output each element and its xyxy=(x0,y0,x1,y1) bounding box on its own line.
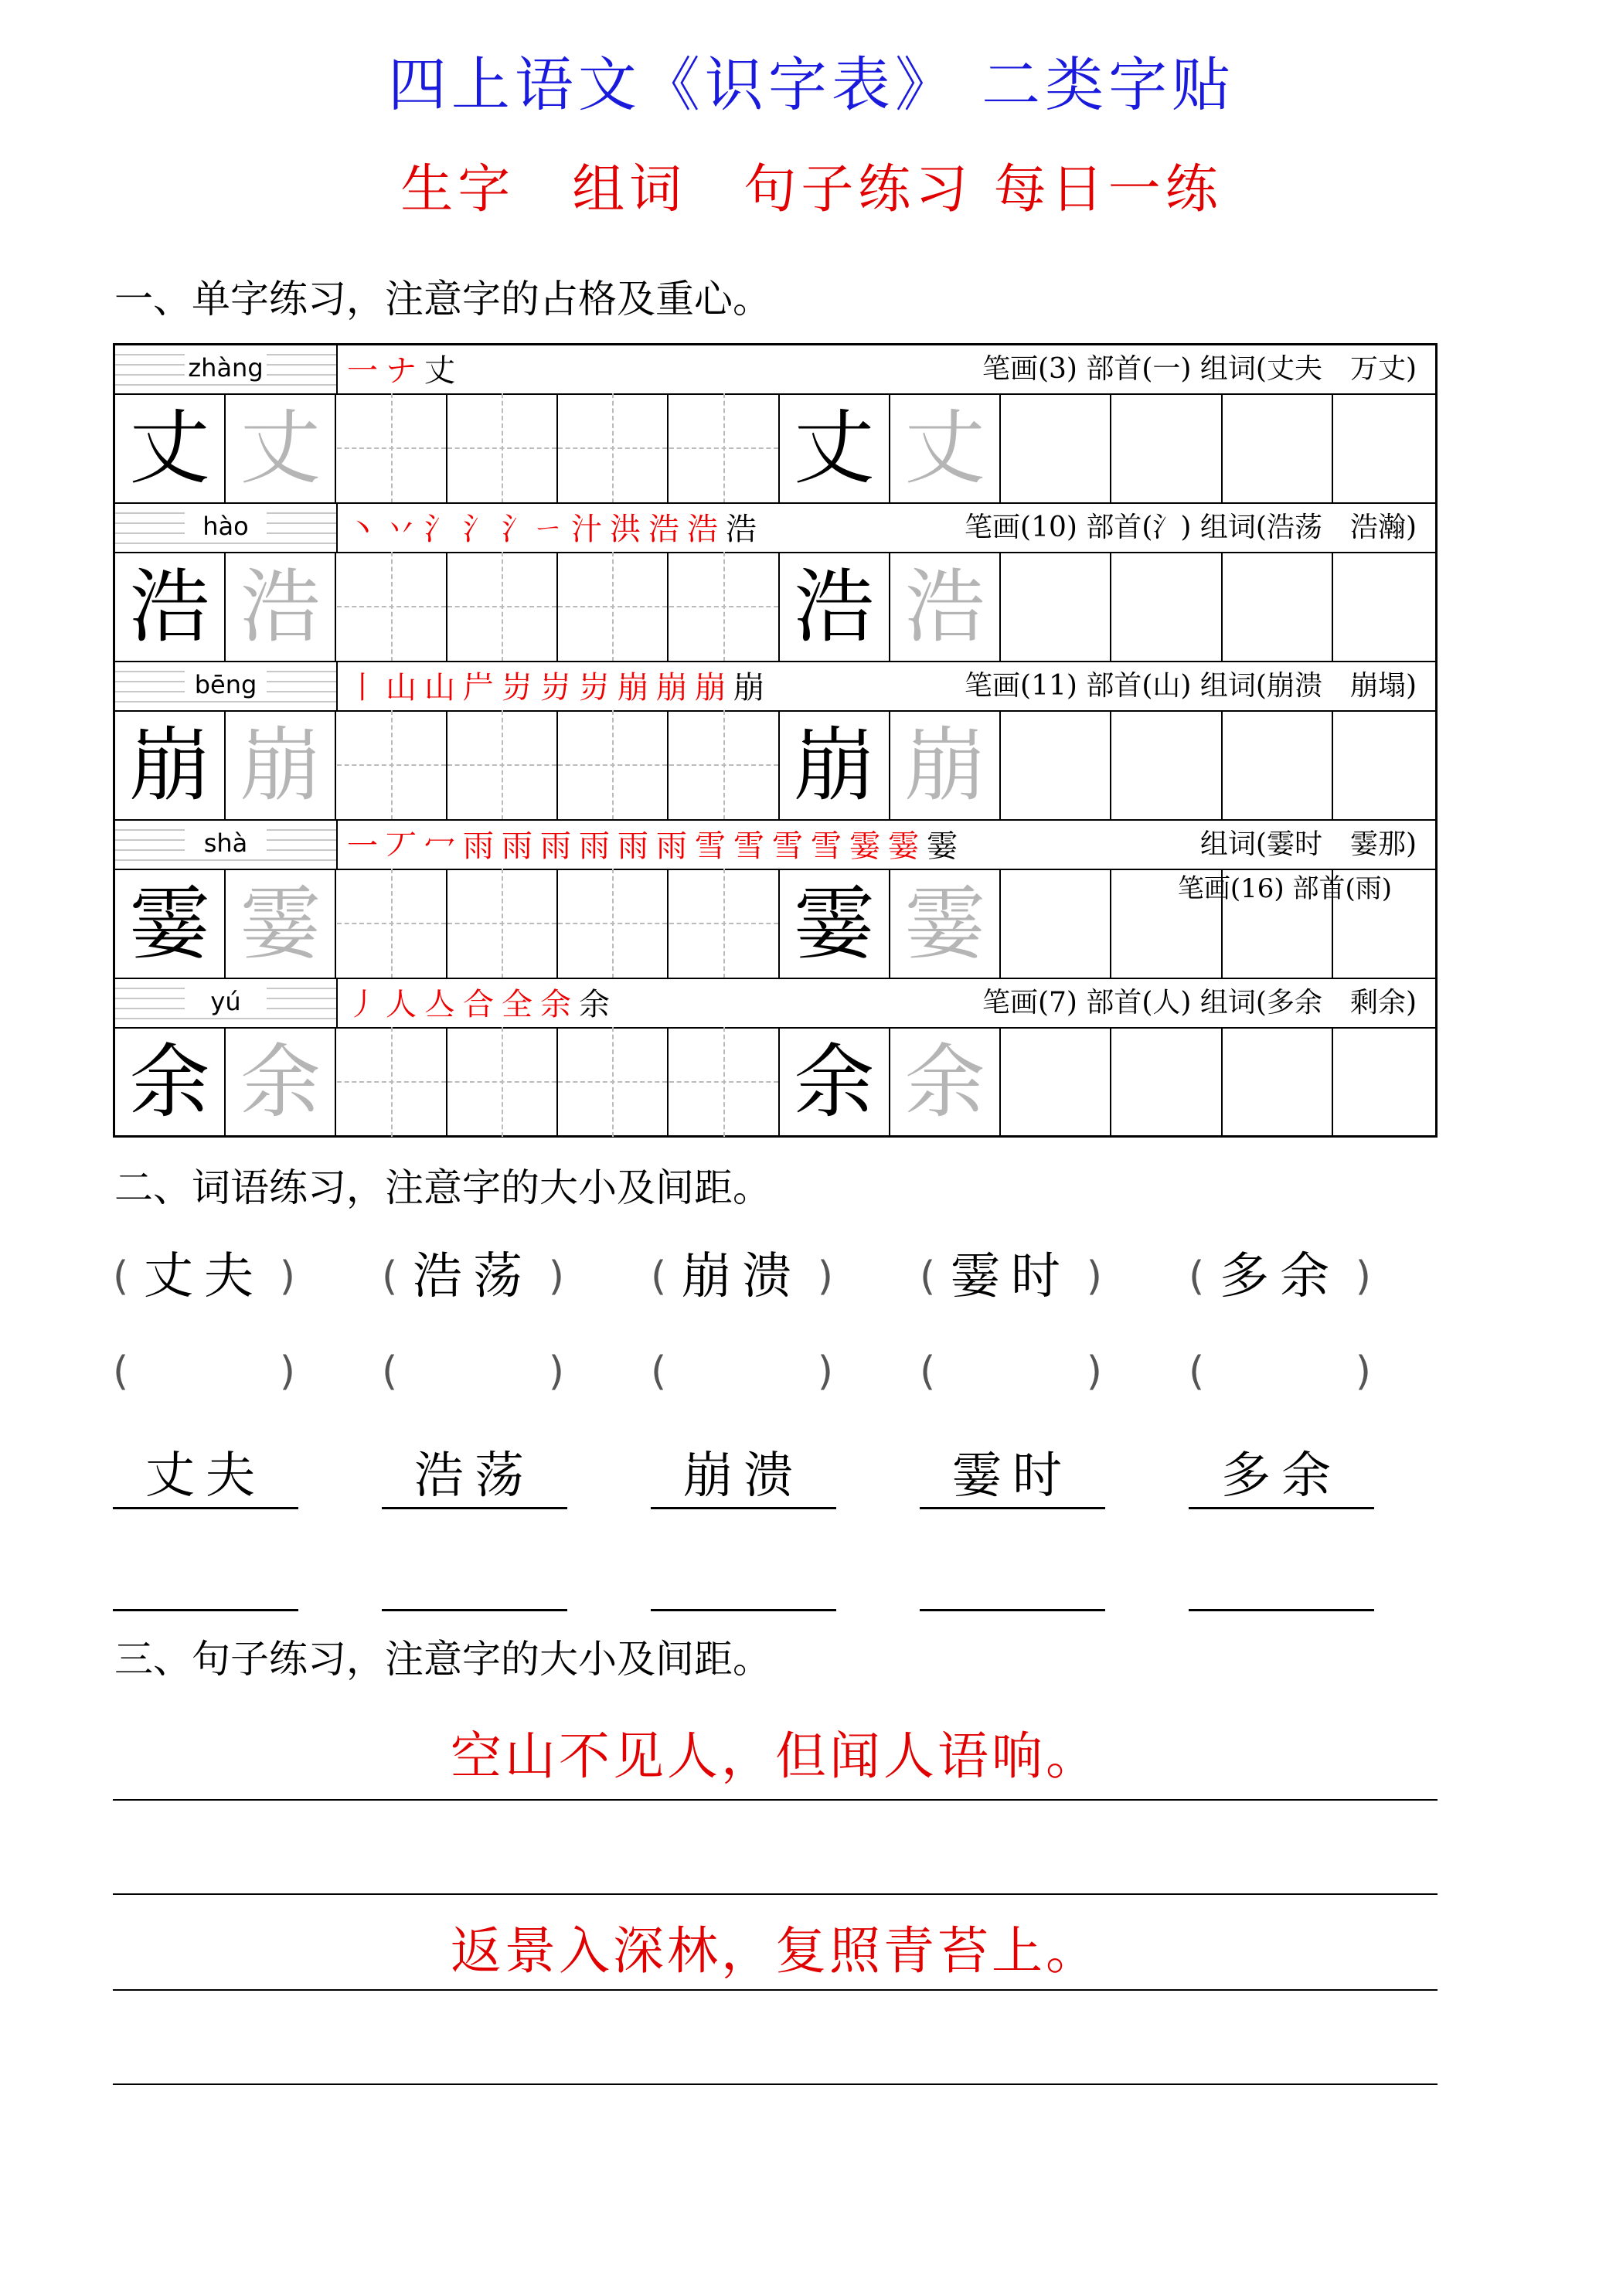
stroke-step: 氵 xyxy=(424,512,455,547)
writing-cell[interactable] xyxy=(226,1027,336,1137)
page-subtitle: 生字 组词 句子练习 每日一练 xyxy=(400,159,1223,220)
sentence-1: 空山不见人，但闻人语响。 xyxy=(451,1726,1100,1786)
writing-cell[interactable] xyxy=(226,710,336,820)
paren-left: ( xyxy=(1189,1253,1205,1300)
stroke-step: 丆 xyxy=(386,828,417,864)
pinyin: zhàng xyxy=(185,353,267,383)
stroke-order xyxy=(347,352,463,390)
writing-cell[interactable] xyxy=(447,710,558,820)
word-box xyxy=(113,1246,295,1308)
stroke-step: 丨 xyxy=(347,670,378,706)
paren-left: ( xyxy=(1189,1349,1205,1395)
model-character: 余 xyxy=(794,1035,875,1129)
paren-left: ( xyxy=(920,1349,936,1395)
stroke-step: 浩 xyxy=(648,512,679,547)
writing-cell[interactable] xyxy=(1223,1027,1333,1137)
char-row xyxy=(115,345,1435,505)
paren-right: ) xyxy=(1355,1349,1371,1395)
trace-character: 浩 xyxy=(240,560,321,654)
word-text: 多余 xyxy=(1220,1248,1340,1305)
writing-cell[interactable] xyxy=(780,393,890,503)
empty-word-box[interactable] xyxy=(920,1341,1102,1403)
stroke-step: 余 xyxy=(540,987,571,1022)
writing-cell[interactable] xyxy=(1112,1027,1223,1137)
empty-word-box[interactable] xyxy=(382,1341,564,1403)
stroke-step: 岃 xyxy=(579,670,610,706)
stroke-step: 雨 xyxy=(618,828,648,864)
paren-right: ) xyxy=(817,1253,833,1300)
word-text: 霎时 xyxy=(951,1248,1071,1305)
paren-right: ) xyxy=(548,1349,564,1395)
char-meta: 组词(霎时 霎那) xyxy=(1199,828,1417,860)
writing-cell[interactable] xyxy=(1001,552,1111,662)
section1-heading: 一、单字练习，注意字的占格及重心。 xyxy=(114,277,771,321)
pinyin: yú xyxy=(185,987,267,1016)
writing-line xyxy=(113,1799,1438,1801)
pinyin: hào xyxy=(185,512,267,541)
stroke-step: 山 xyxy=(424,670,455,706)
writing-cell[interactable] xyxy=(115,869,226,978)
stroke-step: 雨 xyxy=(579,828,610,864)
writing-cell[interactable] xyxy=(1001,1027,1111,1137)
paren-left: ( xyxy=(382,1253,398,1300)
underlined-word: 崩溃 xyxy=(651,1445,836,1509)
blank-underline[interactable] xyxy=(651,1601,836,1611)
pinyin-cell xyxy=(115,979,338,1027)
stroke-step: 浩 xyxy=(687,512,718,547)
word-box xyxy=(651,1246,833,1308)
underlined-word: 霎时 xyxy=(920,1445,1105,1509)
writing-cell[interactable] xyxy=(1333,1027,1444,1137)
writing-cell[interactable] xyxy=(780,1027,890,1137)
writing-cell[interactable] xyxy=(447,552,558,662)
blank-underline[interactable] xyxy=(1189,1601,1374,1611)
char-row xyxy=(115,662,1435,821)
writing-cell[interactable] xyxy=(1333,552,1444,662)
char-info-band xyxy=(115,979,1435,1029)
writing-cell[interactable] xyxy=(1333,710,1444,820)
paren-left: ( xyxy=(651,1349,667,1395)
model-character: 浩 xyxy=(129,560,210,654)
writing-cell[interactable] xyxy=(447,1027,558,1137)
model-character: 崩 xyxy=(794,718,875,812)
writing-cell[interactable] xyxy=(115,393,226,503)
char-info-band xyxy=(115,821,1435,870)
writing-line xyxy=(113,2083,1438,2085)
writing-cell[interactable] xyxy=(1223,552,1333,662)
trace-character: 霎 xyxy=(904,876,985,971)
stroke-step: 全 xyxy=(502,987,532,1022)
section2-heading: 二、词语练习，注意字的大小及间距。 xyxy=(114,1165,771,1210)
underlined-word: 浩荡 xyxy=(382,1445,567,1509)
stroke-step: 崩 xyxy=(695,670,726,706)
char-meta-extra: 笔画(16) 部首(雨) xyxy=(1177,873,1392,904)
model-character: 崩 xyxy=(129,718,210,812)
paren-right: ) xyxy=(279,1253,295,1300)
stroke-step: 丈 xyxy=(424,353,455,389)
stroke-step: 屵 xyxy=(463,670,494,706)
model-character: 余 xyxy=(129,1035,210,1129)
writing-cell[interactable] xyxy=(226,552,336,662)
blank-underline[interactable] xyxy=(382,1601,567,1611)
trace-character: 浩 xyxy=(904,560,985,654)
stroke-order xyxy=(347,827,965,866)
paren-left: ( xyxy=(651,1253,667,1300)
char-meta: 笔画(7) 部首(人) 组词(多余 剩余) xyxy=(982,987,1417,1019)
paren-right: ) xyxy=(1086,1253,1102,1300)
pinyin-cell xyxy=(115,662,338,710)
writing-cell[interactable] xyxy=(1001,869,1111,978)
writing-cell[interactable] xyxy=(558,710,669,820)
stroke-order xyxy=(347,668,772,707)
pinyin-cell xyxy=(115,821,338,869)
writing-cell[interactable] xyxy=(115,710,226,820)
words-underline-row xyxy=(113,1445,1438,1507)
writing-cell[interactable] xyxy=(1223,393,1333,503)
writing-cell[interactable] xyxy=(669,710,780,820)
writing-cell[interactable] xyxy=(447,393,558,503)
stroke-step: 崩 xyxy=(618,670,648,706)
char-meta: 笔画(11) 部首(山) 组词(崩溃 崩塌) xyxy=(965,670,1417,702)
stroke-step: 雪 xyxy=(733,828,764,864)
stroke-order xyxy=(347,510,764,549)
model-character: 丈 xyxy=(129,401,210,495)
stroke-step: 氵ㄧ xyxy=(502,512,563,547)
writing-cell[interactable] xyxy=(337,710,447,820)
trace-character: 崩 xyxy=(240,718,321,812)
empty-word-box[interactable] xyxy=(113,1341,295,1403)
paren-right: ) xyxy=(817,1349,833,1395)
stroke-step: 丷 xyxy=(386,512,417,547)
writing-cell[interactable] xyxy=(890,869,1001,978)
stroke-step: 雪 xyxy=(695,828,726,864)
writing-cell[interactable] xyxy=(890,552,1001,662)
stroke-step: 霎 xyxy=(927,828,958,864)
trace-character: 余 xyxy=(240,1035,321,1129)
sentence-2: 返景入深林，复照青苔上。 xyxy=(451,1921,1100,1981)
writing-cell[interactable] xyxy=(115,552,226,662)
writing-cell[interactable] xyxy=(1333,393,1444,503)
writing-cell[interactable] xyxy=(558,869,669,978)
writing-cell[interactable] xyxy=(447,869,558,978)
char-row xyxy=(115,504,1435,663)
stroke-step: 人 xyxy=(386,987,417,1022)
writing-line xyxy=(113,1893,1438,1895)
stroke-step: 余 xyxy=(579,987,610,1022)
writing-cell[interactable] xyxy=(890,1027,1001,1137)
blank-underline[interactable] xyxy=(920,1601,1105,1611)
stroke-step: 冖 xyxy=(424,828,455,864)
paren-right: ) xyxy=(279,1349,295,1395)
underlined-word: 丈夫 xyxy=(113,1445,298,1509)
writing-cell[interactable] xyxy=(1001,710,1111,820)
stroke-step: 氵 xyxy=(463,512,494,547)
page-title: 四上语文《识字表》 二类字贴 xyxy=(387,50,1236,119)
pinyin: shà xyxy=(185,828,267,858)
writing-cell[interactable] xyxy=(780,710,890,820)
stroke-step: 汁 xyxy=(571,512,602,547)
stroke-step: 雪 xyxy=(772,828,803,864)
char-info-band xyxy=(115,345,1435,395)
writing-cell[interactable] xyxy=(115,1027,226,1137)
stroke-step: 霎 xyxy=(888,828,919,864)
model-character: 霎 xyxy=(129,876,210,971)
empty-word-box[interactable] xyxy=(1189,1341,1371,1403)
word-box xyxy=(1189,1246,1371,1308)
stroke-step: 雨 xyxy=(656,828,687,864)
pinyin: bēng xyxy=(185,670,267,699)
stroke-step: 雪 xyxy=(811,828,842,864)
writing-cell[interactable] xyxy=(1112,552,1223,662)
writing-cell[interactable] xyxy=(226,393,336,503)
writing-cell[interactable] xyxy=(780,869,890,978)
writing-cell[interactable] xyxy=(558,393,669,503)
writing-cell[interactable] xyxy=(669,393,780,503)
model-character: 浩 xyxy=(794,560,875,654)
stroke-step: 崩 xyxy=(733,670,764,706)
paren-left: ( xyxy=(920,1253,936,1300)
stroke-step: 丶 xyxy=(347,512,378,547)
writing-cell[interactable] xyxy=(337,552,447,662)
stroke-step: 雨 xyxy=(502,828,532,864)
writing-cell[interactable] xyxy=(890,393,1001,503)
writing-cell[interactable] xyxy=(1223,710,1333,820)
stroke-step: 浩 xyxy=(726,512,757,547)
char-row xyxy=(115,821,1435,980)
char-meta: 笔画(10) 部首(氵) 组词(浩荡 浩瀚) xyxy=(965,512,1417,543)
paren-right: ) xyxy=(1355,1253,1371,1300)
trace-character: 丈 xyxy=(240,401,321,495)
paren-left: ( xyxy=(382,1349,398,1395)
char-info-band xyxy=(115,662,1435,712)
words-empty-paren-row xyxy=(113,1341,1438,1403)
paren-right: ) xyxy=(548,1253,564,1300)
stroke-step: 合 xyxy=(463,987,494,1022)
writing-cell[interactable] xyxy=(558,1027,669,1137)
blank-underline[interactable] xyxy=(113,1601,298,1611)
paren-right: ) xyxy=(1086,1349,1102,1395)
word-box xyxy=(920,1246,1102,1308)
word-text: 崩溃 xyxy=(682,1248,802,1305)
char-row xyxy=(115,979,1435,1138)
char-meta: 笔画(3) 部首(一) 组词(丈夫 万丈) xyxy=(982,353,1417,385)
pinyin-cell xyxy=(115,504,338,552)
stroke-step: 雨 xyxy=(540,828,571,864)
writing-cell[interactable] xyxy=(669,552,780,662)
words-paren-row xyxy=(113,1246,1438,1308)
writing-cell[interactable] xyxy=(780,552,890,662)
character-grid xyxy=(113,343,1438,1138)
stroke-step: 岃 xyxy=(540,670,571,706)
writing-cell[interactable] xyxy=(890,710,1001,820)
writing-cell[interactable] xyxy=(337,869,447,978)
writing-cell[interactable] xyxy=(337,393,447,503)
stroke-step: ナ xyxy=(386,353,417,389)
trace-character: 霎 xyxy=(240,876,321,971)
stroke-step: 洪 xyxy=(610,512,641,547)
writing-cell[interactable] xyxy=(1112,710,1223,820)
writing-cell[interactable] xyxy=(226,869,336,978)
pinyin-cell xyxy=(115,345,338,393)
underlined-word: 多余 xyxy=(1189,1445,1374,1509)
stroke-step: 霎 xyxy=(849,828,880,864)
stroke-step: 一 xyxy=(347,828,378,864)
writing-cell[interactable] xyxy=(558,552,669,662)
writing-cell[interactable] xyxy=(1001,393,1111,503)
stroke-step: 山 xyxy=(386,670,417,706)
writing-cell[interactable] xyxy=(669,869,780,978)
section3-heading: 三、句子练习，注意字的大小及间距。 xyxy=(114,1637,771,1682)
trace-character: 崩 xyxy=(904,718,985,812)
model-character: 霎 xyxy=(794,876,875,971)
model-character: 丈 xyxy=(794,401,875,495)
stroke-step: 亼 xyxy=(424,987,455,1022)
paren-left: ( xyxy=(113,1349,129,1395)
trace-character: 余 xyxy=(904,1035,985,1129)
writing-cell[interactable] xyxy=(669,1027,780,1137)
writing-line xyxy=(113,1989,1438,1991)
writing-cell[interactable] xyxy=(1112,393,1223,503)
trace-character: 丈 xyxy=(904,401,985,495)
stroke-step: 岃 xyxy=(502,670,532,706)
empty-word-box[interactable] xyxy=(651,1341,833,1403)
char-info-band xyxy=(115,504,1435,553)
stroke-step: 一 xyxy=(347,353,378,389)
stroke-step: 雨 xyxy=(463,828,494,864)
word-text: 丈夫 xyxy=(144,1248,264,1305)
paren-left: ( xyxy=(113,1253,129,1300)
writing-cell[interactable] xyxy=(337,1027,447,1137)
word-box xyxy=(382,1246,564,1308)
stroke-order xyxy=(347,985,618,1024)
word-text: 浩荡 xyxy=(413,1248,533,1305)
stroke-step: 崩 xyxy=(656,670,687,706)
stroke-step: 丿 xyxy=(347,987,378,1022)
